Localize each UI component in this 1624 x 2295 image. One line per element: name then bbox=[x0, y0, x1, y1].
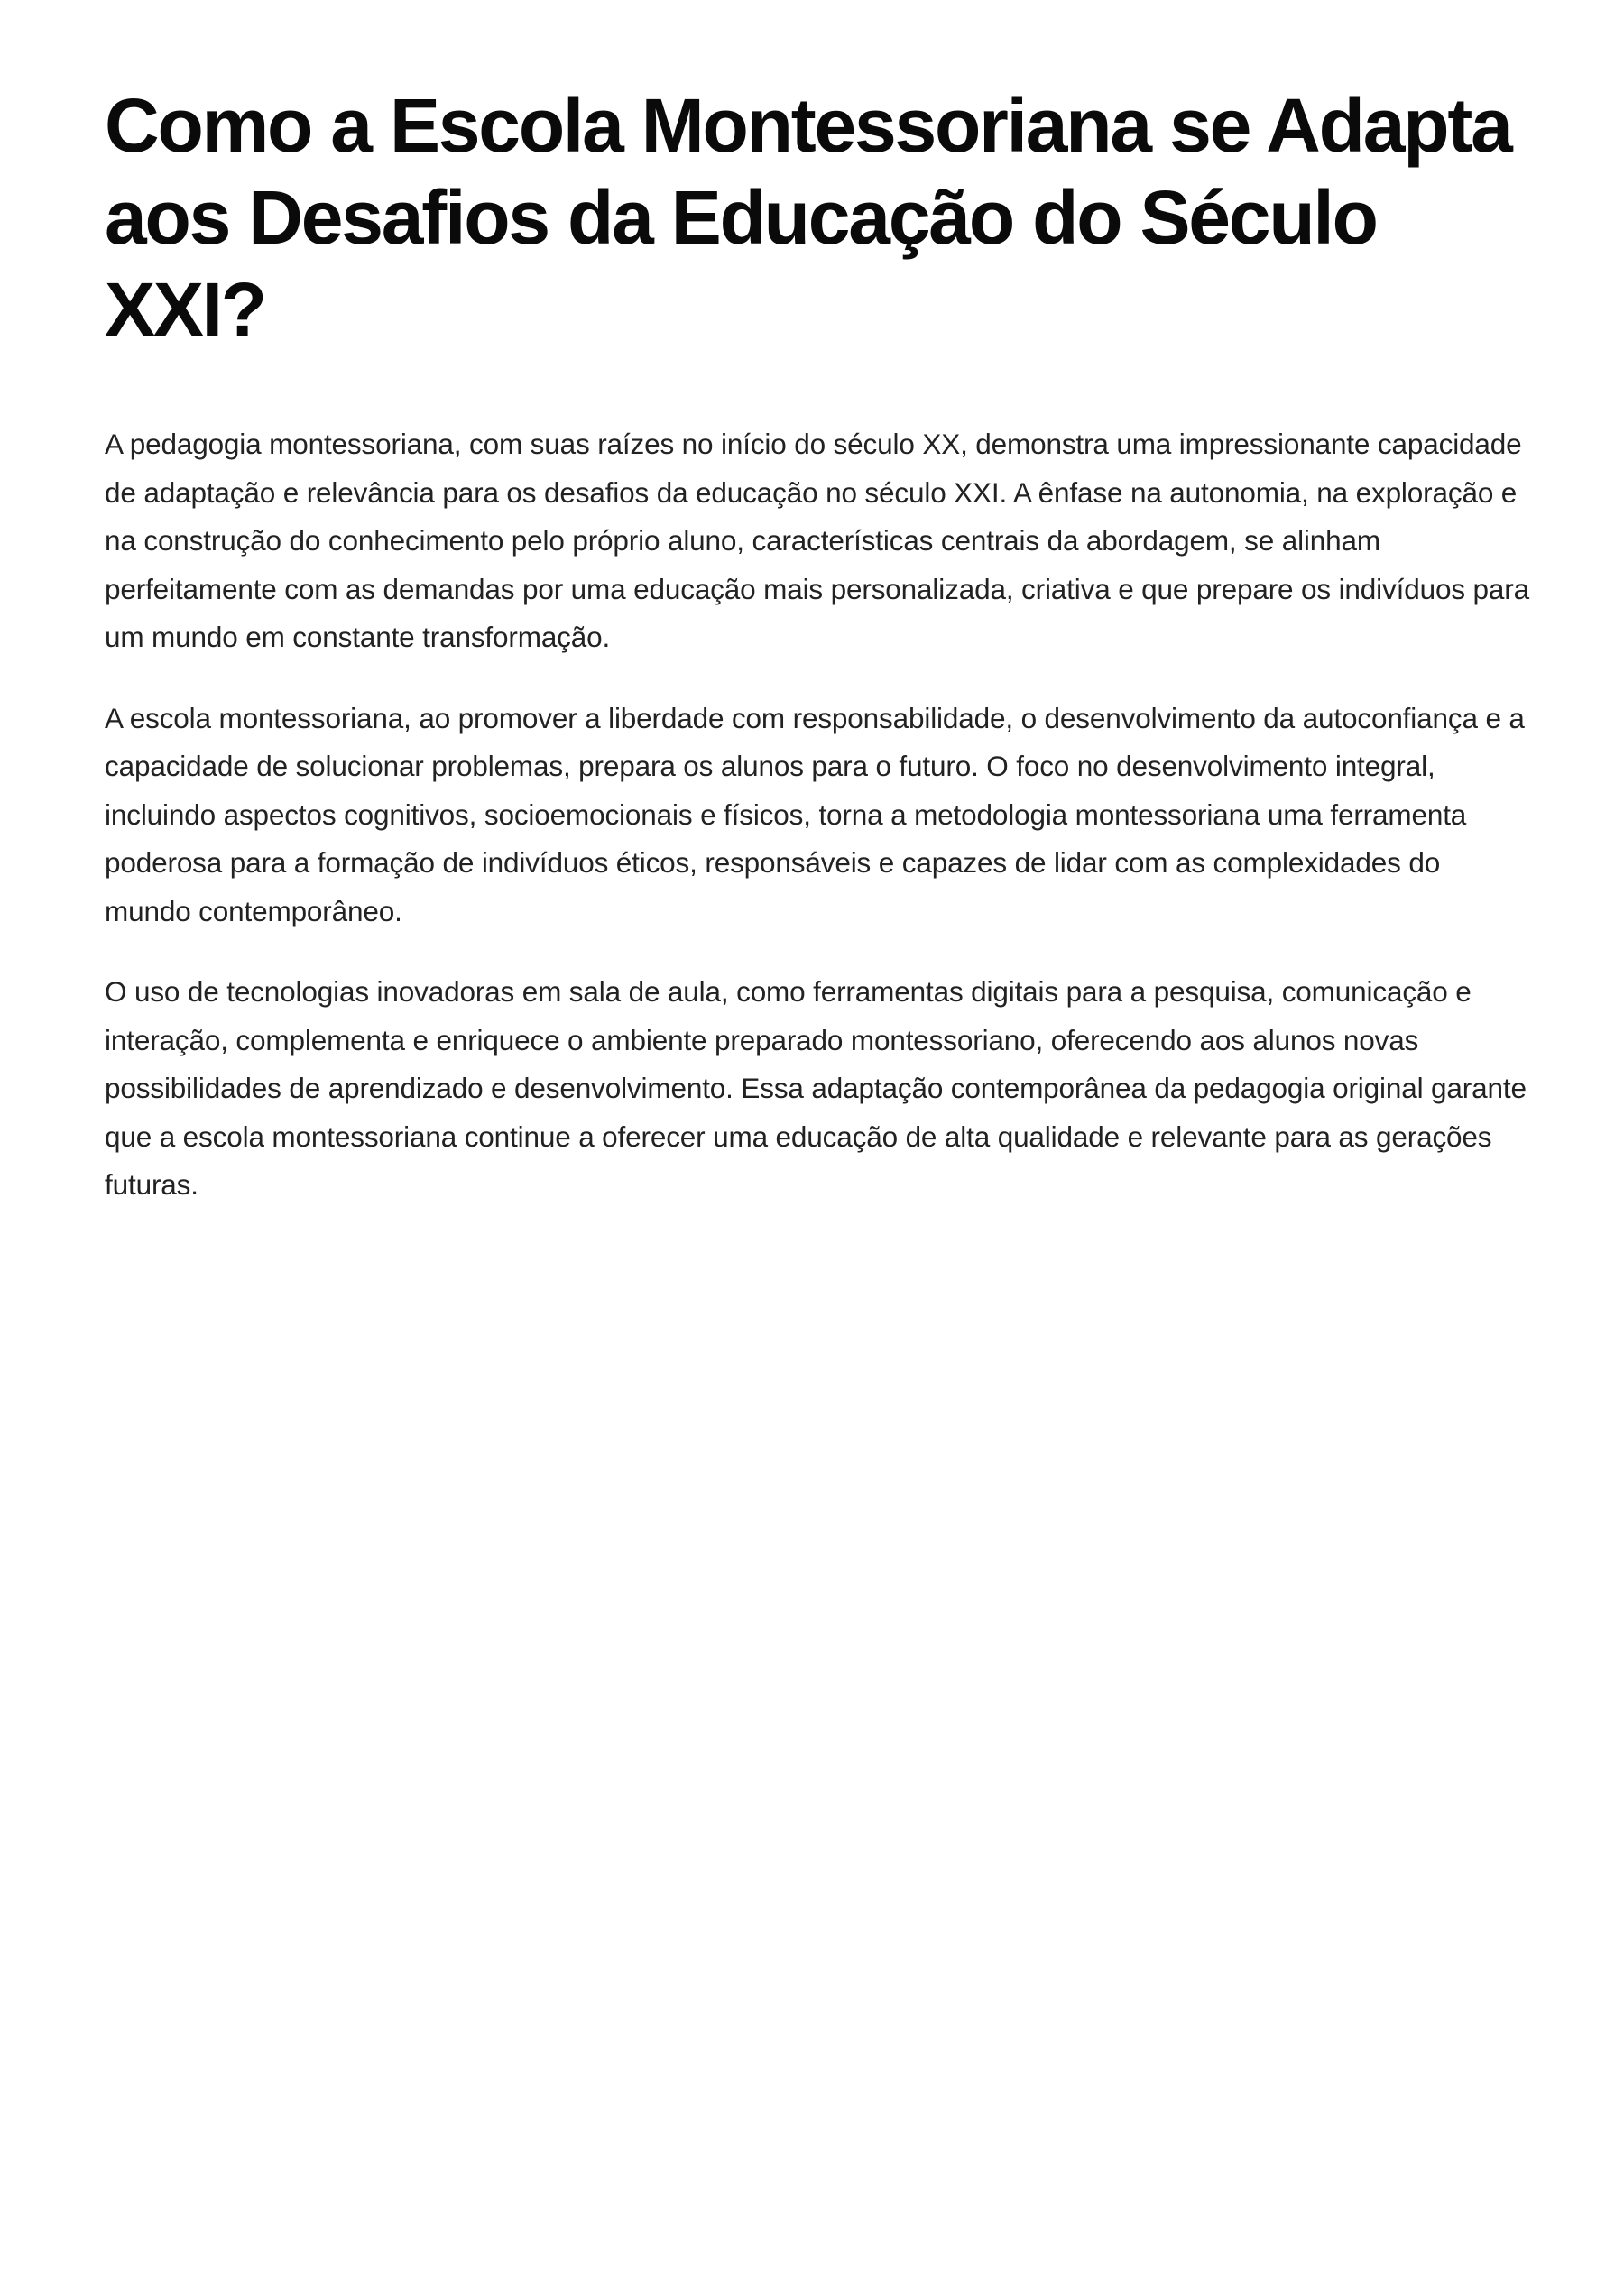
article-body bbox=[105, 79, 1530, 1242]
paragraph-future-preparation: A escola montessoriana, ao promover a liberdade com responsabilidade, o desenvolvimento da autoconfiança e a capacidade de solucionar problemas, prepara os alunos para o futuro. O foco no desenvolvimento integral, incluindo aspectos cognitivos, socioemocionais e físicos, torna a metodologia montessoriana uma ferramenta poderosa para a formação de indivíduos éticos, responsáveis e capazes de lidar com as complexidades do mundo contemporâneo. bbox=[105, 701, 1525, 927]
paragraph-intro: A pedagogia montessoriana, com suas raízes no início do século XX, demonstra uma impressionante capacidade de adaptação e relevância para os desafios da educação no século XXI. A ênfase na autonomia, na exploração e na construção do conhecimento pelo próprio aluno, características centrais da abordagem, se alinham perfeitamente com as demandas por uma educação mais personalizada, criativa e que prepare os indivíduos para um mundo em constante transformação. bbox=[105, 428, 1529, 653]
paragraph-technology: O uso de tecnologias inovadoras em sala de aula, como ferramentas digitais para a pesquisa, comunicação e interação, complementa e enriquece o ambiente preparado montessoriano, oferecendo aos alunos novas possibilidades de aprendizado e desenvolvimento. Essa adaptação contemporânea da pedagogia original garante que a escola montessoriana continue a oferecer uma educação de alta qualidade e relevante para as gerações futuras. bbox=[105, 975, 1527, 1201]
page-title: Como a Escola Montessoriana se Adapta aos Desafios da Educação do Século XXI? bbox=[105, 83, 1511, 352]
